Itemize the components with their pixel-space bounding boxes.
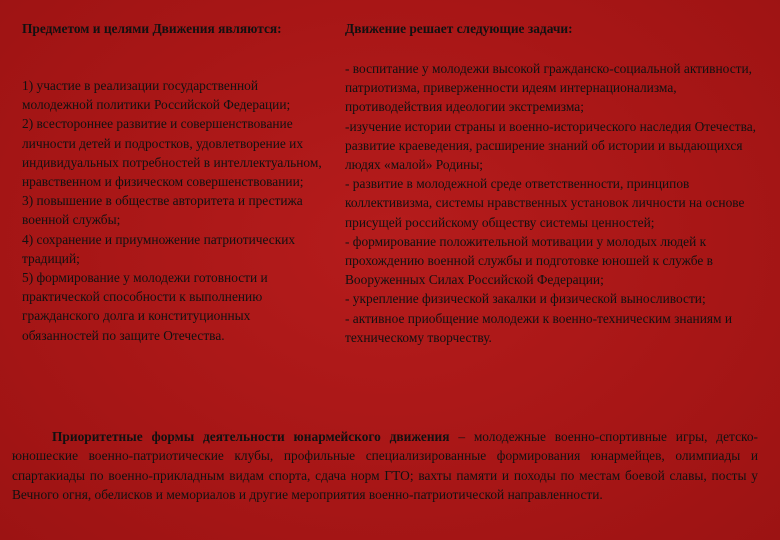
goal-item: 1) участие в реализации государственной молодежной политики Российской Федерации;	[22, 78, 291, 113]
task-item: -изучение истории страны и военно-исторического наследия Отечества, развитие краеведения, расширение знаний об истории и выдающихся людях «малой» Родины;	[345, 118, 757, 173]
task-item: - формирование положительной мотивации у молодых людей к прохождению военной службы и подготовке юношей к службе в Вооруженных Силах Российской Федерации;	[345, 233, 714, 288]
goal-item: 4) сохранение и приумножение патриотических традиций;	[22, 231, 296, 266]
task-item: - активное приобщение молодежи к военно-техническим знаниям и техническому творчеству.	[345, 310, 733, 345]
priority-forms-paragraph	[12, 427, 758, 504]
priority-forms-lead: Приоритетные формы деятельности юнармейского движения	[52, 429, 450, 444]
goals-column	[22, 19, 324, 345]
goals-heading: Предметом и целями Движения являются:	[22, 21, 282, 36]
tasks-list	[345, 59, 765, 413]
priority-forms-text: – молодежные военно-спортивные игры, детско-юношеские военно-патриотические клубы, профильные специализированные формирования юнармейцев, олимпиады и спартакиады по военно-прикладным видам спорта, сдача норм ГТО; вахты памяти и походы по местам боевой славы, посты у Вечного огня, обелисков и мемориалов и другие мероприятия военно-патриотической направленности.	[12, 429, 758, 502]
task-item: - развитие в молодежной среде ответственности, принципов коллективизма, системы нравственных установок личности на основе присущей российскому обществу системы ценностей;	[345, 176, 745, 230]
task-item: - укрепление физической закалки и физической выносливости;	[345, 291, 706, 307]
goal-item: 2) всестороннее развитие и совершенствование личности детей и подростков, удовлетворение их индивидуальных потребностей в интеллектуальном, нравственном и физическом совершенствовании;	[22, 116, 322, 190]
goal-item: 5) формирование у молодежи готовности и практической способности к выполнению гражданского долга и конституционных обязанностей по защите Отечества.	[22, 270, 268, 343]
task-item: - воспитание у молодежи высокой гражданско-социальной активности, патриотизма, приверженности идеям интернационализма, противодействия идеологии экстремизма;	[345, 61, 753, 115]
tasks-heading: Движение решает следующие задачи:	[345, 21, 573, 36]
goals-list	[22, 76, 324, 345]
goal-item: 3) повышение в обществе авторитета и престижа военной службы;	[22, 193, 303, 228]
tasks-column	[345, 19, 765, 413]
